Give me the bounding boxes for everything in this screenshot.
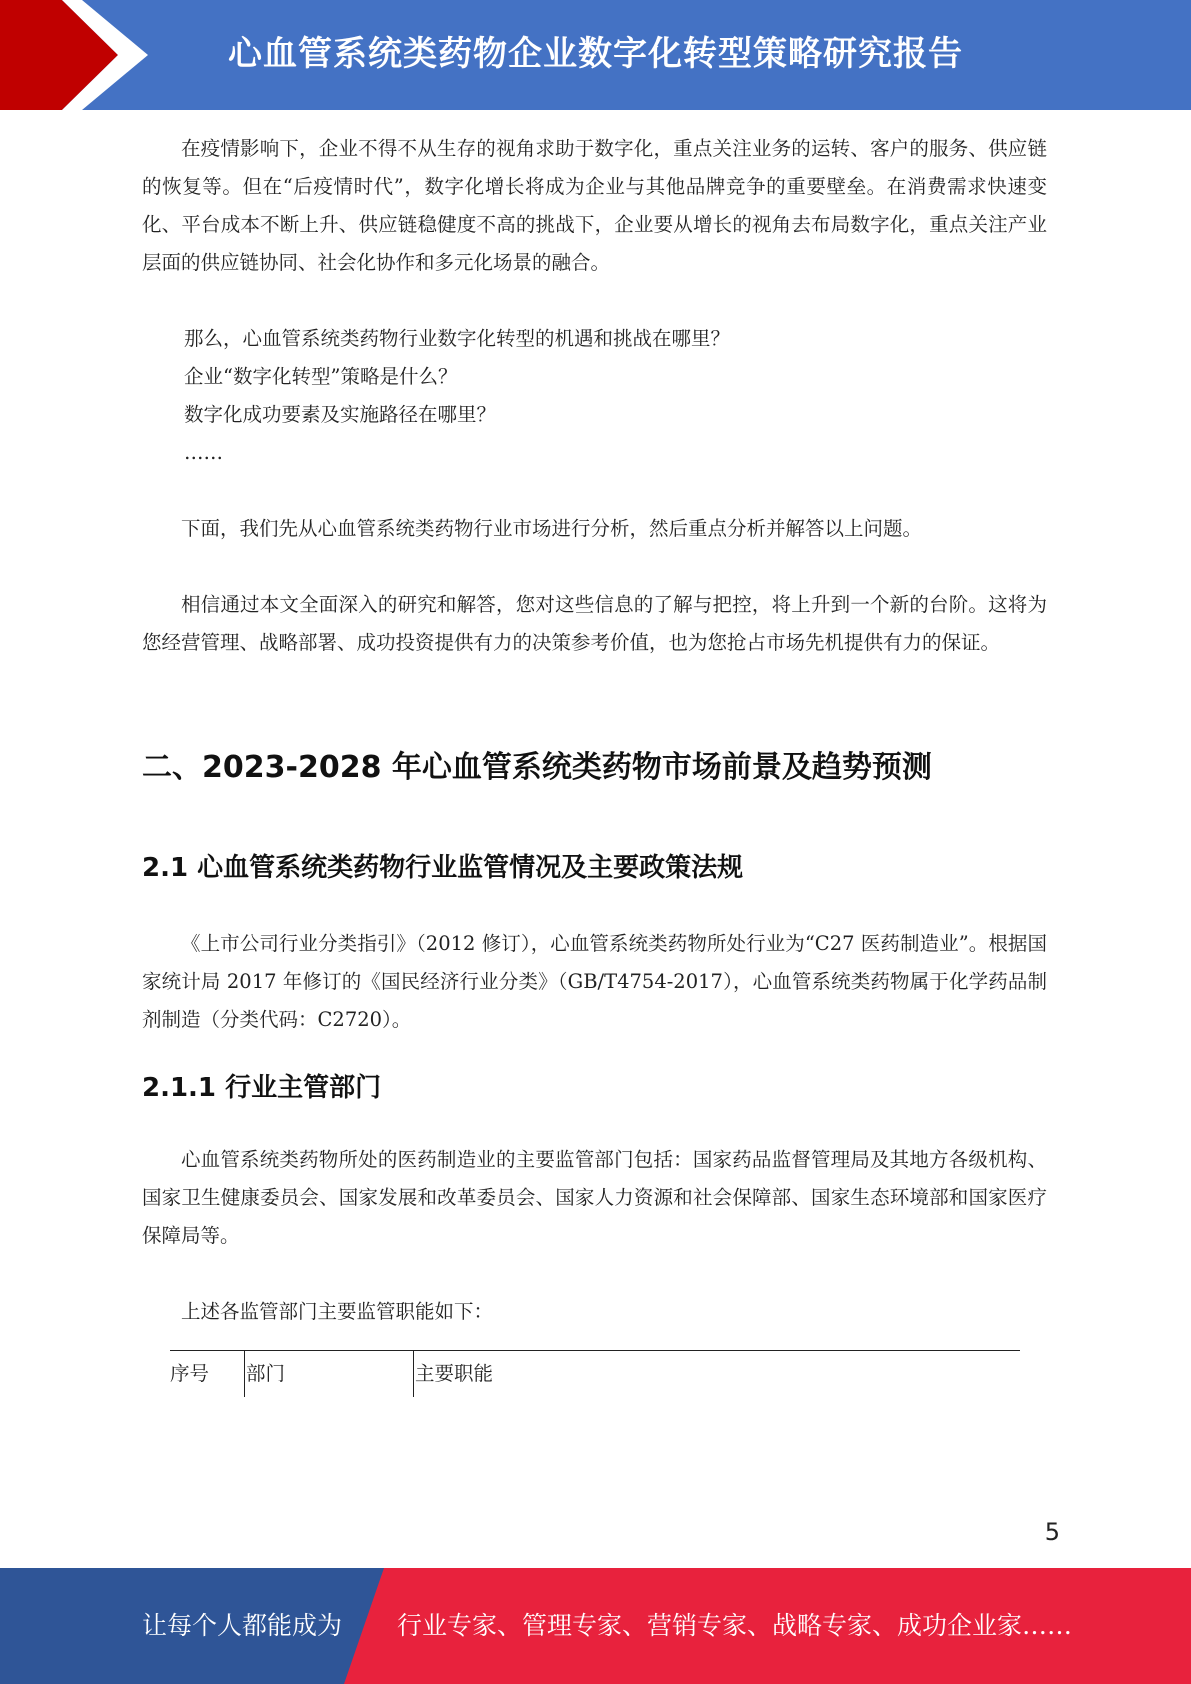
question-1: 那么，心血管系统类药物行业数字化转型的机遇和挑战在哪里？	[184, 327, 731, 350]
subsection-heading-2-1-1: 2.1.1 行业主管部门	[142, 1073, 382, 1103]
footer-slogan-left: 让每个人都能成为	[142, 1611, 343, 1640]
section-heading: 二、2023-2028 年心血管系统类药物市场前景及趋势预测	[142, 750, 932, 785]
intro-section	[142, 130, 1047, 662]
subsection-heading-2-1: 2.1 心血管系统类药物行业监管情况及主要政策法规	[142, 853, 744, 883]
table-divider	[413, 1351, 414, 1397]
intro-paragraph-2: 下面，我们先从心血管系统类药物行业市场进行分析，然后重点分析并解答以上问题。	[181, 517, 923, 540]
footer-banner	[0, 1568, 1191, 1684]
subsection-2-1-1-body	[142, 1141, 1047, 1331]
header-banner	[0, 0, 1191, 110]
question-2: 企业“数字化转型”策略是什么？	[184, 365, 458, 388]
footer-slogan-right: 行业专家、管理专家、营销专家、战略专家、成功企业家……	[397, 1611, 1073, 1640]
table-header-index: 序号	[170, 1362, 210, 1385]
question-ellipsis: ……	[184, 441, 223, 464]
table-divider	[244, 1351, 245, 1397]
intro-paragraph-3: 相信通过本文全面深入的研究和解答，您对这些信息的了解与把控，将上升到一个新的台阶。这将为您经营管理、战略部署、成功投资提供有力的决策参考价值，也为您抢占市场先机提供有力的保证。	[142, 593, 1047, 654]
subsection-2-1-paragraph: 《上市公司行业分类指引》（2012 修订），心血管系统类药物所处行业为“C27 医药制造业”。根据国家统计局 2017 年修订的《国民经济行业分类》（GB/T4754-2017），心血管系统类药物属于化学药品制剂制造（分类代码：C2720）。	[142, 932, 1047, 1031]
table-header-duties: 主要职能	[415, 1362, 494, 1385]
intro-paragraph-1: 在疫情影响下，企业不得不从生存的视角求助于数字化，重点关注业务的运转、客户的服务、供应链的恢复等。但在“后疫情时代”，数字化增长将成为企业与其他品牌竞争的重要壁垒。在消费需求快速变化、平台成本不断上升、供应链稳健度不高的挑战下，企业要从增长的视角去布局数字化，重点关注产业层面的供应链协同、社会化协作和多元化场景的融合。	[142, 137, 1047, 274]
page-number: 5	[1044, 1518, 1060, 1546]
question-3: 数字化成功要素及实施路径在哪里？	[184, 403, 497, 426]
report-title: 心血管系统类药物企业数字化转型策略研究报告	[228, 34, 963, 74]
table-header-department: 部门	[246, 1362, 286, 1385]
subsection-2-1-body	[142, 925, 1047, 1039]
subsection-2-1-1-paragraph: 心血管系统类药物所处的医药制造业的主要监管部门包括：国家药品监督管理局及其地方各级机构、国家卫生健康委员会、国家发展和改革委员会、国家人力资源和社会保障部、国家生态环境部和国家医疗保障局等。	[142, 1148, 1047, 1247]
table-lead-text: 上述各监管部门主要监管职能如下：	[181, 1300, 494, 1323]
duties-table-header	[170, 1350, 1020, 1397]
